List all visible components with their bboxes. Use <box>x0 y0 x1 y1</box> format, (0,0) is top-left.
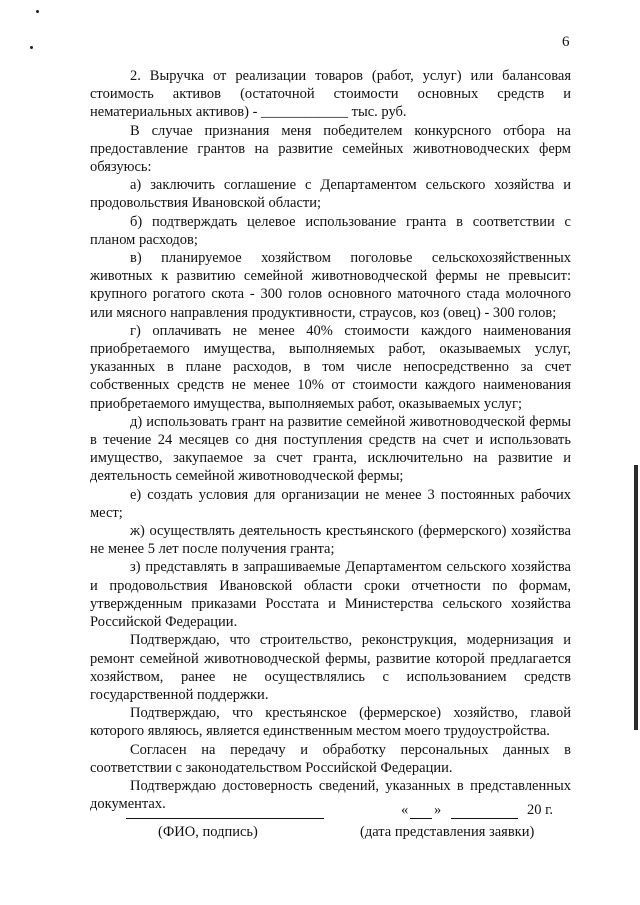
paragraph-item-v: в) планируемое хозяйством поголовье сельскохозяйственных животных к развитию семейной животноводческой фермы не превысит: крупного рогатого скота - 300 голов основного маточного стада молочного или мясного направления продуктивности, страусов, коз (овец) - 300 голов; <box>90 250 571 321</box>
paragraph-confirm-construction: Подтверждаю, что строительство, реконструкция, модернизация и ремонт семейной животноводческой фермы, развитие которой предлагается хозяйством, ранее не осуществлялись с использованием средств государственной поддержки. <box>90 632 571 703</box>
date-year-label: 20 г. <box>527 802 554 818</box>
date-close-quote: » <box>434 802 442 818</box>
paragraph-item-d: д) использовать грант на развитие семейной животноводческой фермы в течение 24 месяцев со дня поступления средств на счет и использовать имущество, закупаемое за счет гранта, исключительно на развитие и деятельность семейной животноводческой фермы; <box>90 413 571 485</box>
paragraph-revenue: 2. Выручка от реализации товаров (работ, услуг) или балансовая стоимость активов (остаточной стоимости основных средств и нематериальных активов) - ____________ тыс. руб. <box>90 68 571 121</box>
paragraph-item-a: а) заключить соглашение с Департаментом сельского хозяйства и продовольствия Ивановской области; <box>90 177 571 212</box>
application-date-caption: (дата представления заявки) <box>360 824 535 840</box>
paragraph-item-z: з) представлять в запрашиваемые Департаментом сельского хозяйства и продовольствия Ивановской области сроки отчетности по формам, утвержденным приказами Росстата и Министерства сельского хозяйства Российской Федерации. <box>90 559 571 631</box>
paragraph-item-zh: ж) осуществлять деятельность крестьянского (фермерского) хозяйства не менее 5 лет после получения гранта; <box>90 523 571 558</box>
name-signature-caption: (ФИО, подпись) <box>158 824 258 840</box>
page-number: 6 <box>562 34 570 50</box>
paragraph-obligations-intro: В случае признания меня победителем конкурсного отбора на предоставление грантов на развитие семейных животноводческих ферм обязуюсь: <box>90 122 571 176</box>
date-day-line <box>410 818 432 819</box>
name-signature-line <box>126 818 324 819</box>
paragraph-item-b: б) подтверждать целевое использование гранта в соответствии с планом расходов; <box>90 213 571 248</box>
scan-edge-bar <box>634 465 638 730</box>
document-body <box>90 67 571 813</box>
scan-speck-left <box>30 46 33 49</box>
scan-speck-top <box>36 10 39 13</box>
signature-block <box>90 802 571 852</box>
paragraph-confirm-employment: Подтверждаю, что крестьянское (фермерское) хозяйство, главой которого являюсь, является единственным местом моего трудоустройства. <box>90 705 571 740</box>
paragraph-confirm-accuracy: Подтверждаю достоверность сведений, указанных в представленных документах. <box>90 777 571 813</box>
paragraph-item-g: г) оплачивать не менее 40% стоимости каждого наименования приобретаемого имущества, выполняемых работ, оказываемых услуг, указанных в плане расходов, в том числе непосредственно за счет собственных средств не менее 10% от стоимости каждого наименования приобретаемого имущества, выполняемых работ, оказываемых услуг; <box>90 322 571 412</box>
date-open-quote: « <box>401 802 409 818</box>
paragraph-item-e: е) создать условия для организации не менее 3 постоянных рабочих мест; <box>90 486 571 521</box>
date-month-line <box>451 818 518 819</box>
paragraph-consent-personal-data: Согласен на передачу и обработку персональных данных в соответствии с законодательством Российской Федерации. <box>90 741 571 776</box>
